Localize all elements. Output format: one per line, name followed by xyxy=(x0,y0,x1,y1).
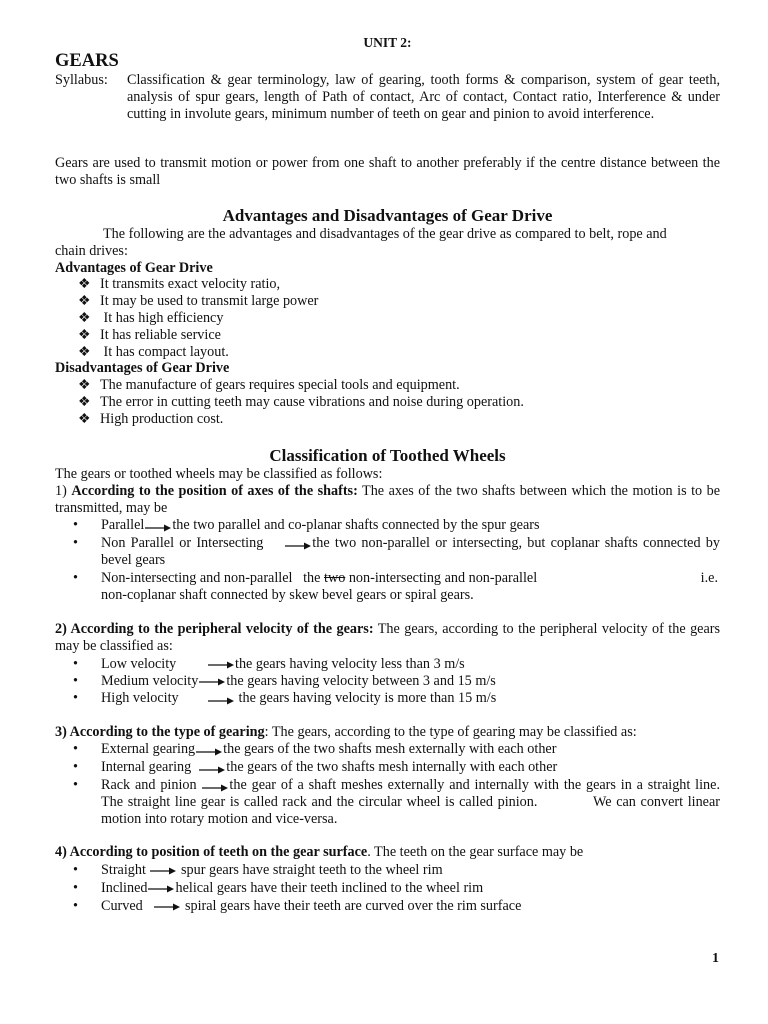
round-bullet-icon: • xyxy=(73,741,78,757)
round-bullet-icon: • xyxy=(73,898,78,914)
diamond-bullet-icon: ❖ xyxy=(78,276,91,292)
right-arrow-icon xyxy=(202,783,228,793)
right-arrow-icon xyxy=(150,866,176,876)
section-heading-classification: Classification of Toothed Wheels xyxy=(269,446,506,465)
diamond-bullet-icon: ❖ xyxy=(78,293,91,309)
syllabus-text: Classification & gear terminology, law of gearing, tooth forms & comparison, system of gear teeth, analysis of spur gears, length of Path of contact, Arc of contact, Contact ratio, Interference & under cutting in involute gears, minimum number of teeth on gear and pinion to avoid interference. xyxy=(127,72,720,122)
classification-4: 4) According to position of teeth on the gear surface. The teeth on the gear surface may be xyxy=(55,844,584,860)
list-item: ❖ The error in cutting teeth may cause vibrations and noise during operation. xyxy=(78,394,524,410)
unit-label: UNIT 2: xyxy=(363,35,412,50)
section1-intro-line2: chain drives: xyxy=(55,243,128,259)
diamond-bullet-icon: ❖ xyxy=(78,310,91,326)
page-title: GEARS xyxy=(55,51,119,71)
syllabus-label: Syllabus: xyxy=(55,72,108,88)
round-bullet-icon: • xyxy=(73,517,78,533)
right-arrow-icon xyxy=(196,747,222,757)
round-bullet-icon: • xyxy=(73,535,78,551)
round-bullet-icon: • xyxy=(73,862,78,878)
classification-intro: The gears or toothed wheels may be classified as follows: xyxy=(55,466,383,482)
right-arrow-icon xyxy=(145,523,171,533)
list-item: ❖ It has reliable service xyxy=(78,327,221,343)
right-arrow-icon xyxy=(148,884,174,894)
disadvantages-heading: Disadvantages of Gear Drive xyxy=(55,360,230,376)
diamond-bullet-icon: ❖ xyxy=(78,344,91,360)
round-bullet-icon: • xyxy=(73,690,78,706)
round-bullet-icon: • xyxy=(73,777,78,793)
intro-paragraph: Gears are used to transmit motion or power from one shaft to another preferably if the centre distance between the two shafts is small xyxy=(55,155,720,188)
round-bullet-icon: • xyxy=(73,759,78,775)
classification-1: 1) According to the position of axes of the shafts: The axes of the two shafts between which the motion is to be transmitted, may be xyxy=(55,483,720,516)
diamond-bullet-icon: ❖ xyxy=(78,377,91,393)
classification-2: 2) According to the peripheral velocity of the gears: The gears, according to the peripheral velocity of the gears may be classified as: xyxy=(55,621,721,654)
advantages-heading: Advantages of Gear Drive xyxy=(55,260,213,276)
right-arrow-icon xyxy=(208,660,234,670)
diamond-bullet-icon: ❖ xyxy=(78,394,91,410)
right-arrow-icon xyxy=(285,541,311,551)
right-arrow-icon xyxy=(199,765,225,775)
round-bullet-icon: • xyxy=(73,880,78,896)
list-item: ❖ It has high efficiency xyxy=(78,310,224,326)
round-bullet-icon: • xyxy=(73,656,78,672)
right-arrow-icon xyxy=(154,902,180,912)
round-bullet-icon: • xyxy=(73,673,78,689)
list-item-continuation: non-coplanar shaft connected by skew bevel gears or spiral gears. xyxy=(101,587,474,603)
list-item: ❖ It has compact layout. xyxy=(78,344,229,360)
page-number: 1 xyxy=(712,951,719,966)
classification-3: 3) According to the type of gearing: The gears, according to the type of gearing may be classified as: xyxy=(55,724,637,740)
section-heading-advantages: Advantages and Disadvantages of Gear Drive xyxy=(222,206,553,225)
list-item: ❖ It transmits exact velocity ratio, xyxy=(78,276,281,292)
diamond-bullet-icon: ❖ xyxy=(78,327,91,343)
list-item: ❖ High production cost. xyxy=(78,411,224,427)
right-arrow-icon xyxy=(199,677,225,687)
diamond-bullet-icon: ❖ xyxy=(78,411,91,427)
right-arrow-icon xyxy=(208,696,234,706)
section1-intro-line1: The following are the advantages and disadvantages of the gear drive as compared to belt, rope and xyxy=(103,226,667,242)
list-item: ❖ The manufacture of gears requires special tools and equipment. xyxy=(78,377,460,393)
round-bullet-icon: • xyxy=(73,570,78,586)
list-item: ❖ It may be used to transmit large power xyxy=(78,293,319,309)
